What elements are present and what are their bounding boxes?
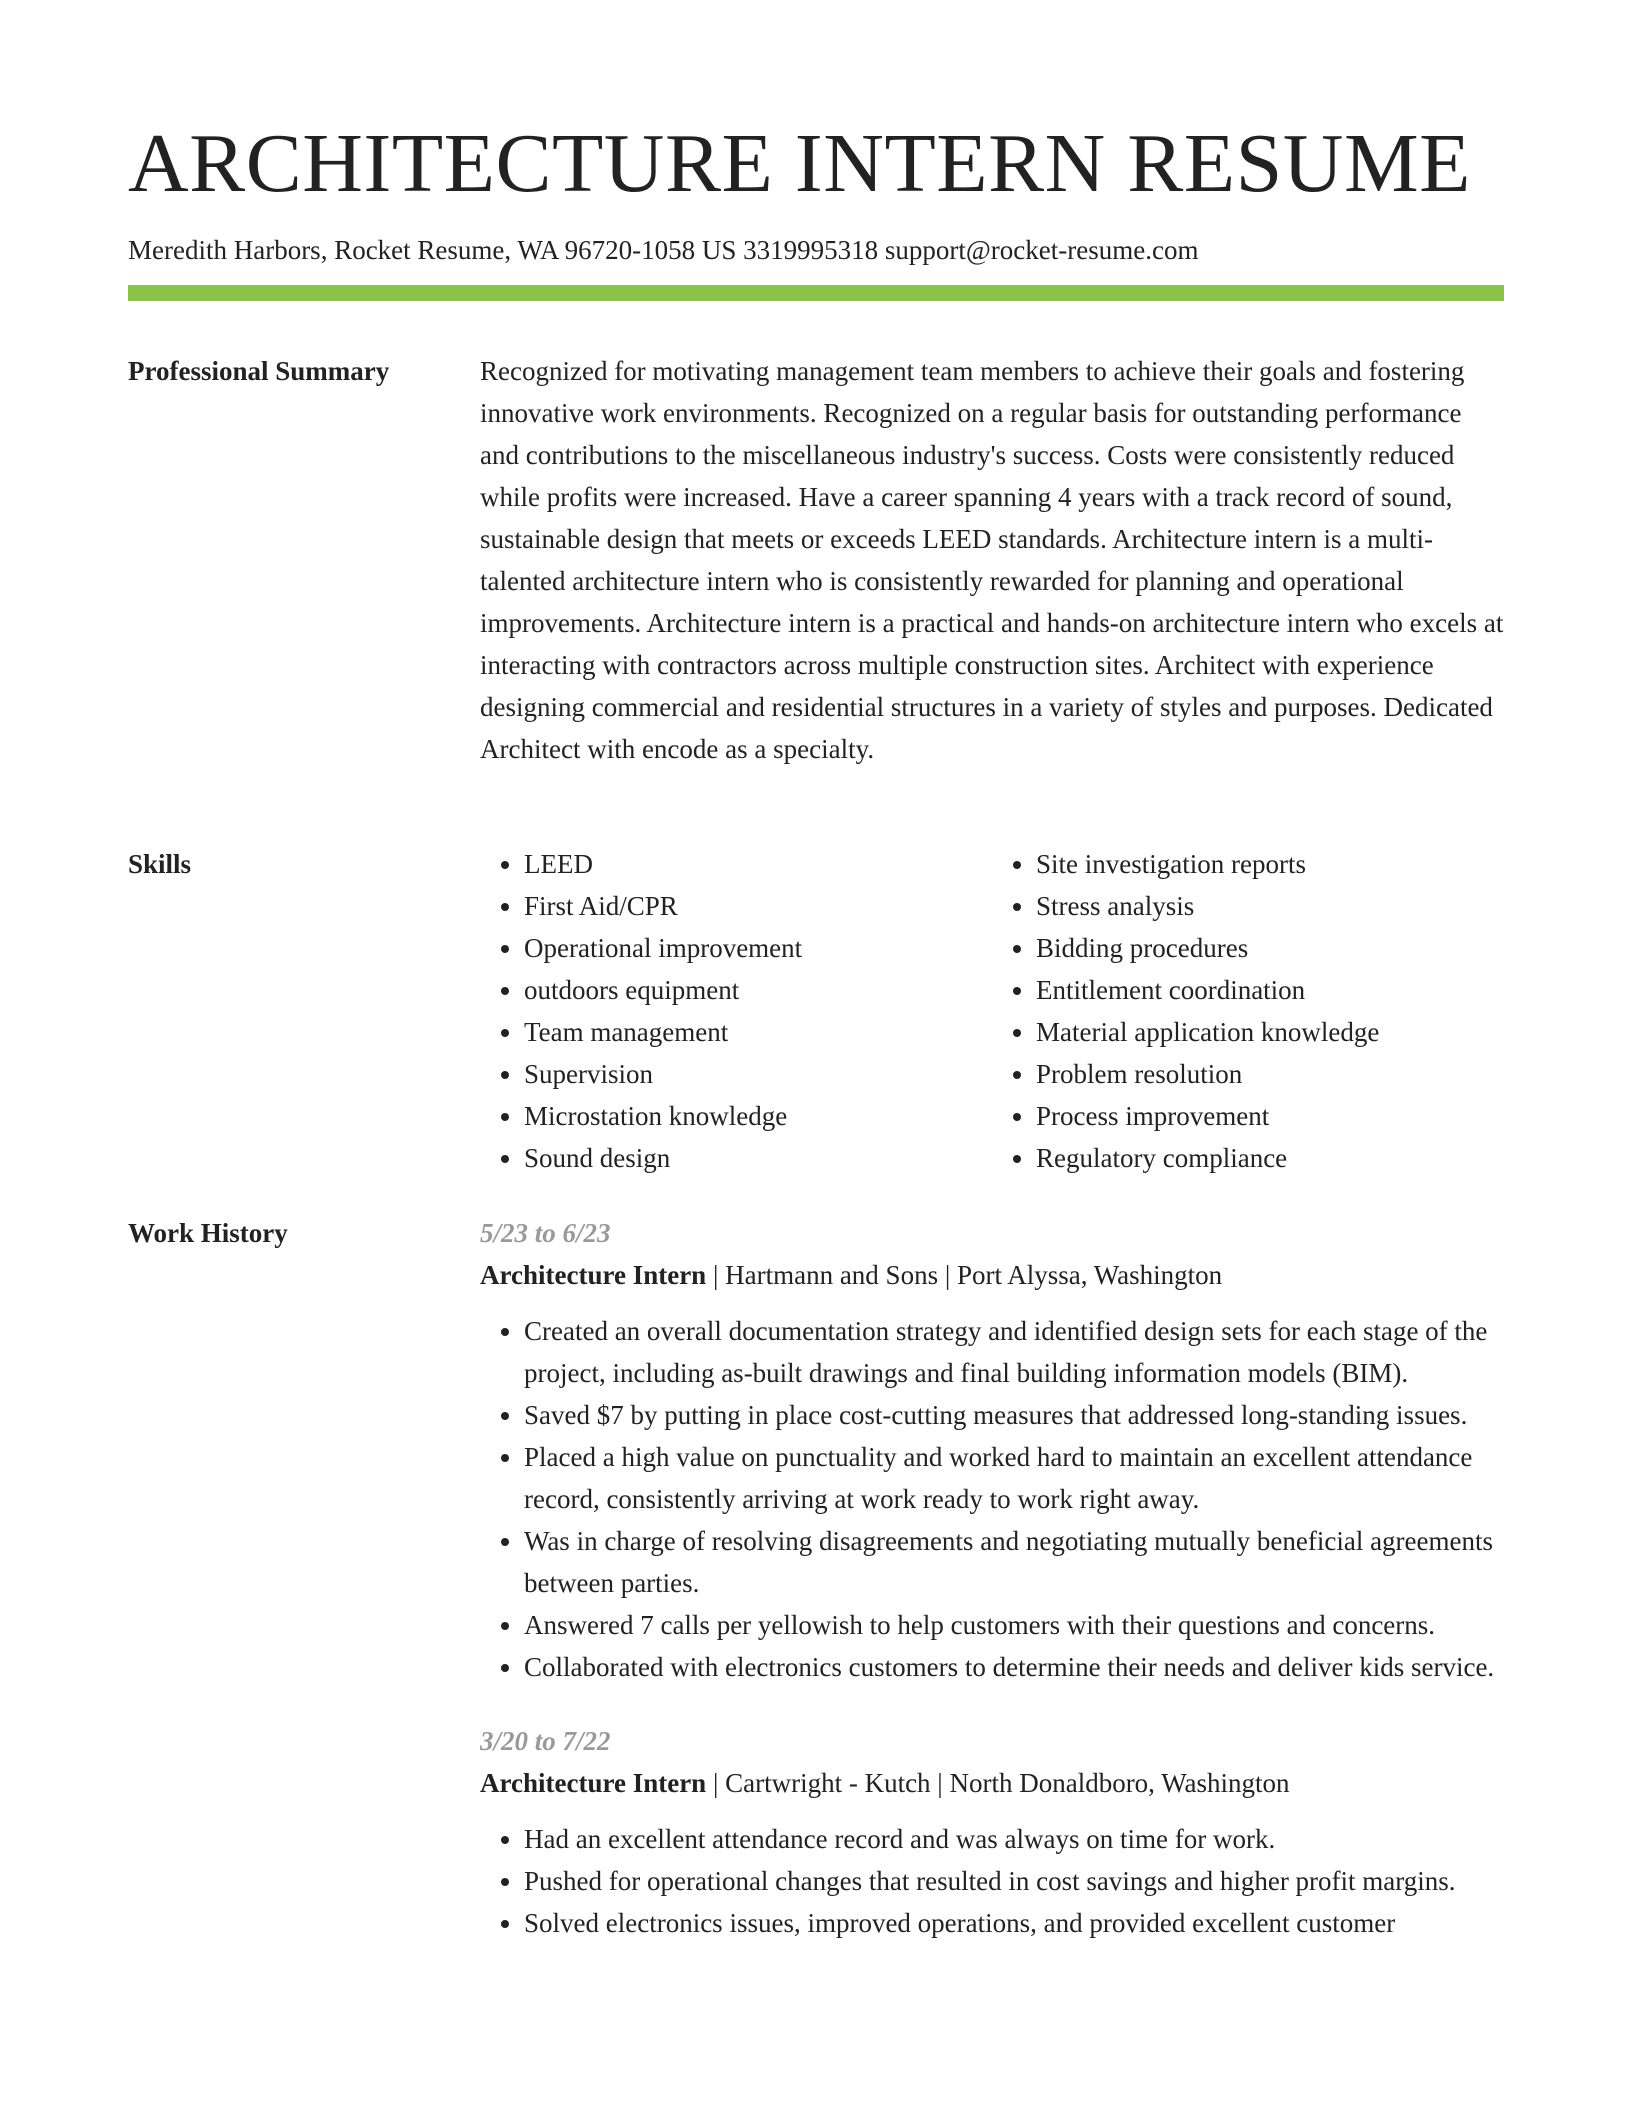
job-bullet-list (480, 1310, 1504, 1688)
job-heading (480, 1254, 1504, 1296)
job-employer-location: | Hartmann and Sons | Port Alyssa, Washington (706, 1260, 1223, 1290)
job-entry (480, 1212, 1504, 1688)
job-bullet-list (480, 1818, 1504, 1944)
skill-item: • Site investigation reports (1036, 843, 1504, 885)
skills-list-right (992, 843, 1504, 1179)
skills-body (480, 843, 1504, 1179)
skill-item: • First Aid/CPR (524, 885, 992, 927)
summary-text: Recognized for motivating management team members to achieve their goals and fostering innovative work environments. Recognized on a regular basis for outstanding performance and contributions to the miscellaneous industry's success. Costs were consistently reduced while profits were increased. Have a career spanning 4 years with a track record of sound, sustainable design that meets or exceeds LEED standards. Architecture intern is a multi-talented architecture intern who is consistently rewarded for planning and operational improvements. Architecture intern is a practical and hands-on architecture intern who excels at interacting with contractors across multiple construction sites. Architect with experience designing commercial and residential structures in a variety of styles and purposes. Dedicated Architect with encode as a specialty. (480, 356, 1504, 764)
job-bullet: • Saved $7 by putting in place cost-cutting measures that addressed long-standing issues. (524, 1394, 1504, 1436)
contact-line: Meredith Harbors, Rocket Resume, WA 96720-1058 US 3319995318 support@rocket-resume.com (128, 235, 1199, 265)
job-entry (480, 1720, 1504, 1944)
skill-item: • outdoors equipment (524, 969, 992, 1011)
job-bullet: • Placed a high value on punctuality and worked hard to maintain an excellent attendance record, consistently arriving at work ready to work right away. (524, 1436, 1504, 1520)
resume-title: ARCHITECTURE INTERN RESUME (128, 117, 1471, 210)
summary-body (480, 350, 1504, 770)
skills-label: Skills (128, 849, 192, 879)
accent-divider (128, 285, 1504, 301)
job-bullet: • Pushed for operational changes that resulted in cost savings and higher profit margins. (524, 1860, 1504, 1902)
skill-item: • LEED (524, 843, 992, 885)
summary-label: Professional Summary (128, 356, 390, 386)
skills-columns (480, 843, 1504, 1179)
skill-item: • Bidding procedures (1036, 927, 1504, 969)
skill-item: • Regulatory compliance (1036, 1137, 1504, 1179)
job-employer-location: | Cartwright - Kutch | North Donaldboro, Washington (706, 1768, 1290, 1798)
skill-item: • Material application knowledge (1036, 1011, 1504, 1053)
job-bullet: • Answered 7 calls per yellowish to help customers with their questions and concerns. (524, 1604, 1504, 1646)
work-history-label: Work History (128, 1218, 288, 1248)
job-dates: 3/20 to 7/22 (480, 1726, 611, 1756)
job-bullet: • Created an overall documentation strategy and identified design sets for each stage of the project, including as-built drawings and final building information models (BIM). (524, 1310, 1504, 1394)
skill-item: • Microstation knowledge (524, 1095, 992, 1137)
job-bullet: • Solved electronics issues, improved operations, and provided excellent customer (524, 1902, 1504, 1944)
job-title: Architecture Intern (480, 1768, 707, 1798)
job-dates: 5/23 to 6/23 (480, 1218, 611, 1248)
job-bullet: • Was in charge of resolving disagreements and negotiating mutually beneficial agreements between parties. (524, 1520, 1504, 1604)
skill-item: • Sound design (524, 1137, 992, 1179)
skill-item: • Process improvement (1036, 1095, 1504, 1137)
job-title: Architecture Intern (480, 1260, 707, 1290)
skill-item: • Team management (524, 1011, 992, 1053)
skill-item: • Stress analysis (1036, 885, 1504, 927)
skill-item: • Entitlement coordination (1036, 969, 1504, 1011)
work-history-body (480, 1212, 1504, 1944)
skills-list-left (480, 843, 992, 1179)
skill-item: • Operational improvement (524, 927, 992, 969)
job-bullet: • Had an excellent attendance record and was always on time for work. (524, 1818, 1504, 1860)
job-bullet: • Collaborated with electronics customers to determine their needs and deliver kids service. (524, 1646, 1504, 1688)
skill-item: • Problem resolution (1036, 1053, 1504, 1095)
job-heading (480, 1762, 1504, 1804)
skill-item: • Supervision (524, 1053, 992, 1095)
